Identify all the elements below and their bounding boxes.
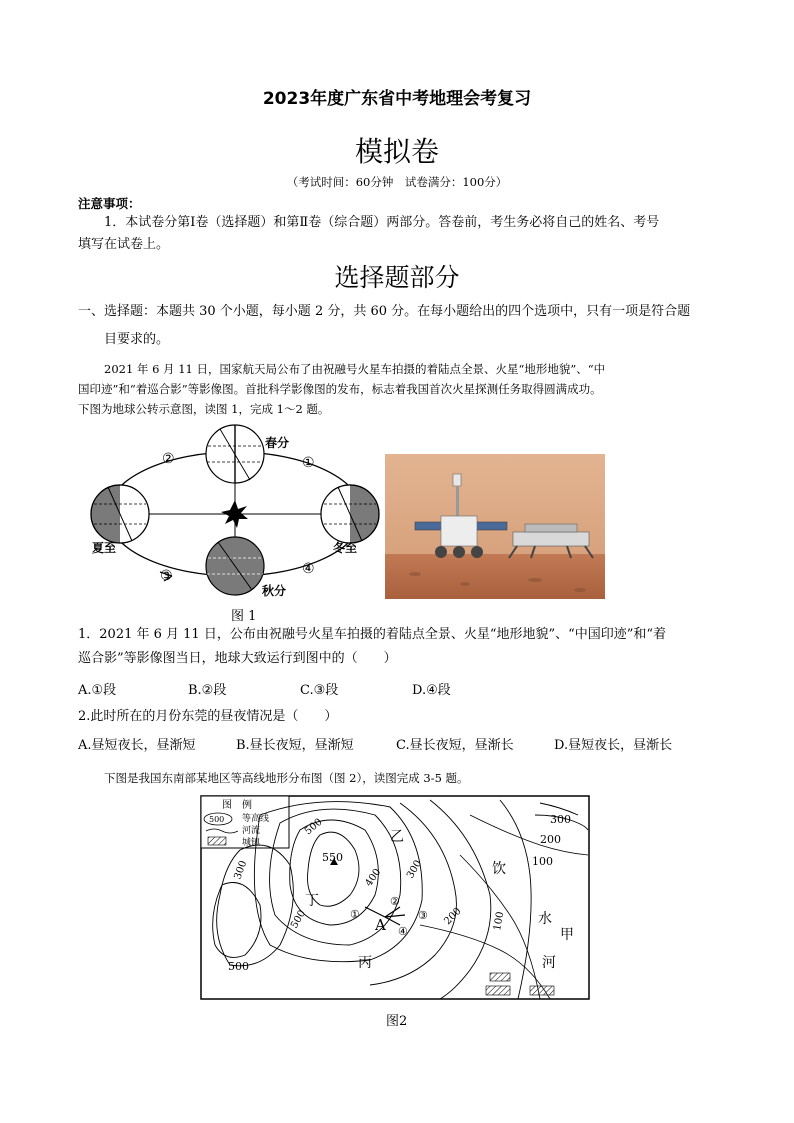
town-marker-3: [530, 986, 554, 995]
svg-text:300: 300: [405, 858, 425, 881]
q2-option-a[interactable]: A.昼短夜长，昼渐短: [78, 738, 196, 753]
q1-option-d[interactable]: D.④段: [412, 683, 451, 698]
svg-text:550: 550: [322, 851, 343, 864]
section-title: 选择题部分: [334, 263, 460, 292]
svg-text:300: 300: [550, 813, 571, 826]
q1-option-a[interactable]: A.①段: [78, 683, 117, 698]
svg-text:城镇: 城镇: [242, 838, 261, 848]
earth-orbit-diagram: [80, 420, 390, 600]
label-spring: 春分: [265, 436, 290, 450]
svg-text:丁: 丁: [305, 893, 319, 909]
contour-map: [200, 795, 590, 1000]
q1-stem: 1．2021 年 6 月 11 日，公布由祝融号火星车拍摄的着陆点全景、火星“地形地貌”、“中国印迹”和“着: [78, 627, 667, 642]
svg-text:100: 100: [532, 855, 553, 868]
map-legend: [201, 796, 289, 848]
label-summer: 夏至: [92, 541, 117, 555]
svg-text:③: ③: [418, 909, 428, 922]
svg-text:500: 500: [302, 816, 325, 838]
svg-text:②: ②: [390, 895, 400, 908]
svg-text:①: ①: [350, 908, 360, 921]
svg-text:图 例: 图 例: [222, 800, 252, 811]
svg-text:河: 河: [542, 955, 556, 971]
segment-1-label: ①: [302, 455, 315, 471]
globe-spring: [206, 425, 264, 483]
segment-2-label: ②: [162, 451, 175, 467]
svg-text:100: 100: [492, 910, 507, 932]
label-winter: 冬至: [333, 541, 358, 555]
exam-info: （考试时间：60分钟 试卷满分：100分）: [286, 175, 508, 189]
q1-stem-2: 巡合影”等影像图当日，地球大致运行到图中的（ ）: [78, 651, 397, 666]
globe-winter: [321, 485, 379, 543]
notice-line-1: 1．本试卷分第Ⅰ卷（选择题）和第Ⅱ卷（综合题）两部分。答卷前，考生务必将自己的姓名、考号: [104, 215, 660, 230]
svg-text:等高线: 等高线: [242, 814, 270, 824]
svg-text:500: 500: [289, 908, 309, 931]
svg-text:乙: 乙: [390, 829, 404, 845]
q1-options: [78, 679, 718, 701]
svg-text:饮: 饮: [492, 861, 506, 877]
svg-text:水: 水: [538, 911, 552, 927]
instructions-line-2: 目要求的。: [104, 332, 170, 347]
segment-4-label: ④: [302, 561, 315, 577]
figure1-caption: 图 1: [231, 609, 257, 624]
svg-text:200: 200: [540, 833, 561, 846]
exam-title: 2023年度广东省中考地理会考复习: [262, 89, 532, 109]
town-marker-1: [490, 973, 510, 981]
q2-option-b[interactable]: B.昼长夜短，昼渐短: [236, 738, 354, 753]
q2-option-c[interactable]: C.昼长夜短，昼渐长: [396, 738, 514, 753]
q2-options: [78, 734, 718, 756]
passage1-line-3: 下图为地球公转示意图，读图 1，完成 1～2 题。: [78, 402, 330, 416]
passage1-line-2: 国印迹”和“着巡合影”等影像图。首批科学影像图的发布，标志着我国首次火星探测任务取得圆满成功。: [78, 382, 602, 396]
label-autumn: 秋分: [262, 584, 287, 598]
svg-text:④: ④: [398, 925, 408, 938]
svg-text:500: 500: [228, 960, 249, 973]
q2-stem: 2.此时所在的月份东莞的昼夜情况是（ ）: [78, 709, 338, 724]
segment-3-label: ③: [160, 568, 173, 584]
globe-autumn: [206, 537, 264, 595]
town-marker-2: [486, 986, 510, 995]
instructions-line-1: 一、选择题：本题共 30 个小题，每小题 2 分，共 60 分。在每小题给出的四个选项中，只有一项是符合题: [78, 304, 691, 319]
svg-text:甲: 甲: [560, 927, 574, 943]
mars-rover-photo: [385, 454, 605, 599]
svg-text:500: 500: [209, 815, 225, 824]
globe-summer: [91, 485, 149, 543]
exam-subtitle: 模拟卷: [354, 135, 439, 168]
svg-text:200: 200: [442, 905, 464, 928]
passage1-line-1: 2021 年 6 月 11 日，国家航天局公布了由祝融号火星车拍摄的着陆点全景、火星“地形地貌”、“中: [104, 362, 606, 376]
svg-text:河流: 河流: [242, 826, 261, 836]
q1-option-b[interactable]: B.②段: [188, 683, 227, 698]
figure2-caption: 图2: [386, 1014, 408, 1029]
notice-heading: 注意事项：: [78, 196, 141, 211]
svg-text:A: A: [375, 916, 386, 934]
q2-option-d[interactable]: D.昼短夜长，昼渐长: [554, 738, 673, 753]
svg-text:400: 400: [363, 866, 384, 889]
svg-text:丙: 丙: [358, 955, 372, 971]
q1-option-c[interactable]: C.③段: [300, 683, 339, 698]
passage2: 下图是我国东南部某地区等高线地形分布图（图 2），读图完成 3-5 题。: [104, 771, 469, 785]
svg-text:300: 300: [232, 859, 250, 882]
notice-line-2: 填写在试卷上。: [78, 237, 170, 252]
